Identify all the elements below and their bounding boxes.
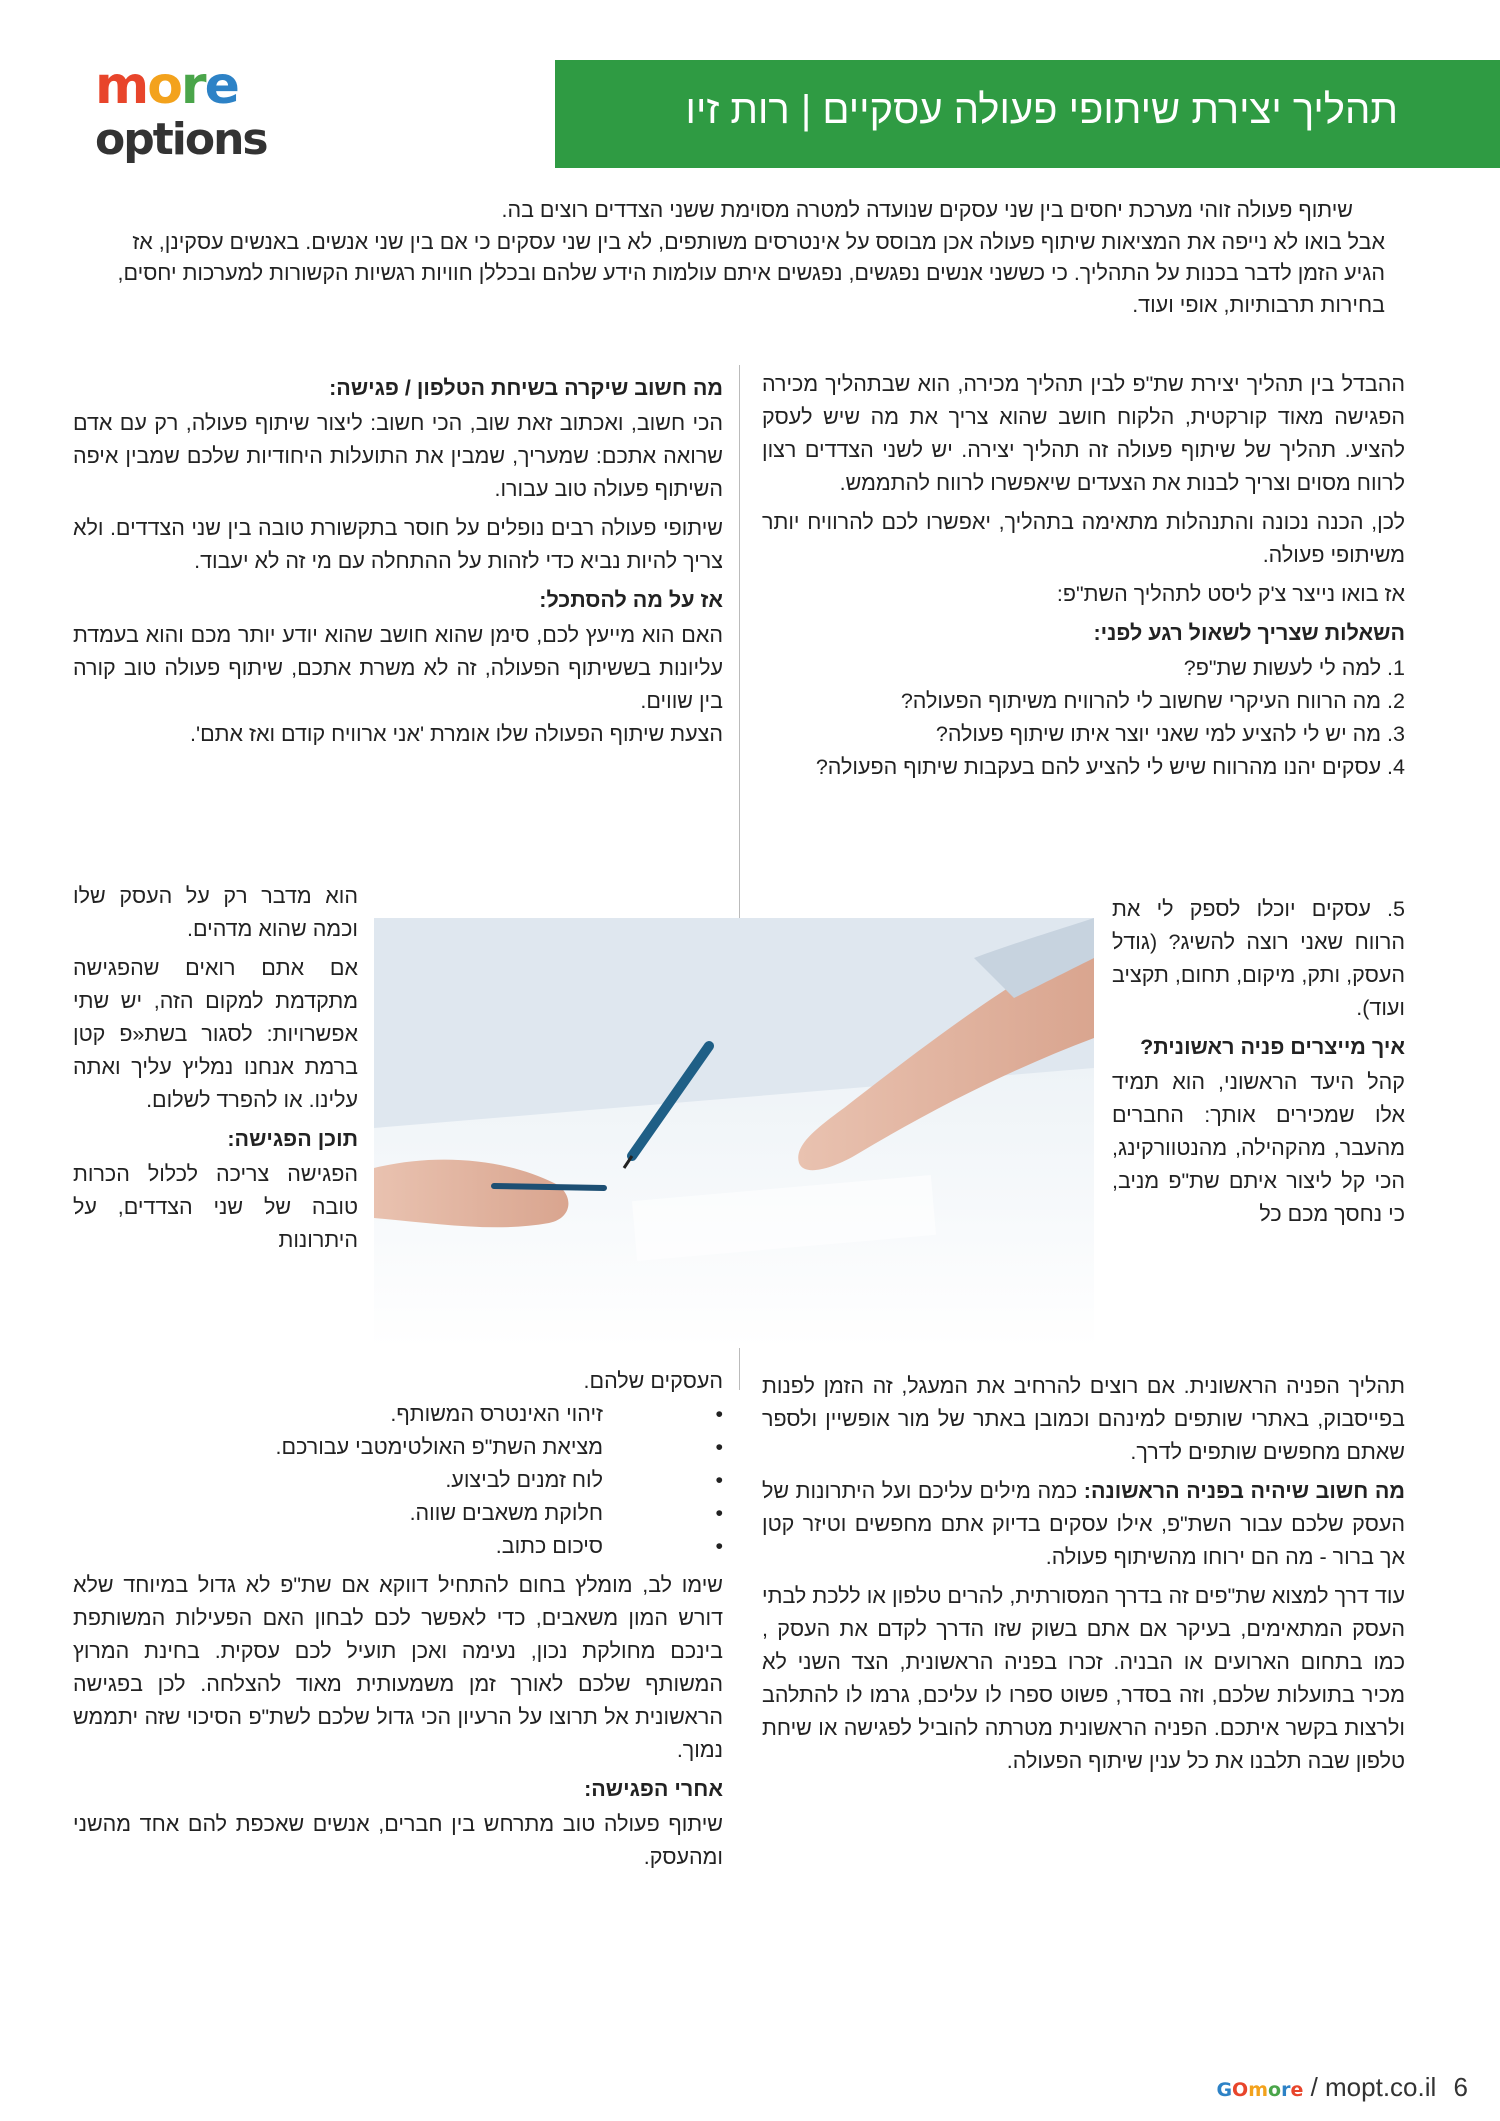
- questions-list: [762, 652, 1405, 784]
- heading-first-contact: איך מייצרים פניה ראשונית?: [1140, 1035, 1405, 1059]
- list-item: • חלוקת משאבים שווה.: [73, 1497, 603, 1530]
- article-title: תהליך יצירת שיתופי פעולה עסקיים | רות זיו: [685, 88, 1398, 132]
- right-column-lower: [762, 1370, 1405, 1784]
- logo-more-wordmark: more: [95, 56, 238, 116]
- intro-line-1: שיתוף פעולה זוהי מערכת יחסים בין שני עסקים שנועדה למטרה מסוימת ששני הצדדים רוצים בה.: [501, 198, 1353, 222]
- meeting-content-list: [73, 1398, 723, 1563]
- list-item: • לוח זמנים לביצוע.: [73, 1464, 603, 1497]
- list-item: 2. מה הרווח העיקרי שחשוב לי להרוויח משיתוף הפעולה?: [900, 689, 1405, 713]
- photo-illustration: [374, 918, 1094, 1348]
- heading-call-meeting: מה חשוב שיקרה בשיחת הטלפון / פגישה:: [329, 376, 723, 400]
- gomore-logo: GOmore: [1216, 2079, 1304, 2101]
- list-item: 4. עסקים יהנו מהרווח שיש לי להציע להם בעקבות שיתוף הפעולה?: [815, 755, 1405, 779]
- left-p6: אם אתם רואים שהפגישה מתקדמת למקום הזה, יש שתי אפשרויות: לסגור בשת«פ קטן ברמת אנחנו נמליץ עליך ואתה עלינו. או להפרד לשלום.: [73, 956, 358, 1112]
- site-url: / mopt.co.il: [1310, 2072, 1437, 2102]
- right-p6-block: [762, 1475, 1405, 1574]
- question-5: 5. עסקים יוכלו לספק לי את הרווח שאני רוצה להשיג? (גודל העסק, ותק, מיקום, תחום, תקציב ועוד).: [1112, 897, 1405, 1020]
- right-p7: עוד דרך למצוא שת"פים זה בדרך המסורתית, להרים טלפון או ללכת לבתי העסק המתאימים, בעיקר אם אתם בשוק שזו הדרך לקדם את העסק , כמו בתחום הארועים או הבניה. זכרו בפניה הראשונית, הצד השני לא מכיר בתועלות שלכם, וזה בסדר, פשוט ספרו לו עליכם, גרמו לו להתלהב ולרצות בקשר איתכם. הפניה הראשונית מטרתה להוביל לפגישה או שיחת טלפון שבה תלבנו את כל ענין שיתוף הפעולה.: [762, 1584, 1405, 1773]
- heading-after-meeting: אחרי הפגישה:: [584, 1777, 723, 1801]
- left-column: [73, 368, 723, 757]
- handshake-signing-photo: [374, 918, 1094, 1348]
- list-item: 3. מה יש לי להציע למי שאני יוצר איתו שיתוף פעולה?: [935, 722, 1405, 746]
- right-p5: תהליך הפניה הראשונית. אם רוצים להרחיב את המעגל, זה הזמן לפנות בפייסבוק, באתרי שותפים למינהם וכמובן באתר של מור אופשיין ולספר שאתם מחפשים שותפים לדרך.: [762, 1374, 1405, 1464]
- right-column-narrow: [1112, 893, 1405, 1237]
- list-item: • סיכום כתוב.: [73, 1530, 603, 1563]
- right-p3: אז בואו נייצר צ'ק ליסט לתהליך השת"פ:: [1056, 582, 1405, 606]
- right-p1: ההבדל בין תהליך יצירת שת"פ לבין תהליך מכירה, הוא שבתהליך מכירה הפגישה מאוד קורקטית, הלקוח חושב שהוא צריך את מה שיש לעסק להציע. תהליך של שיתוף פעולה זה תהליך יצירה. יש לשני הצדדים רצון לרווח מסוים וצריך לבנות את הצעדים שיאפשרו לרווח להתממש.: [762, 372, 1405, 495]
- page-footer: [1216, 2072, 1468, 2103]
- page-number: 6: [1453, 2072, 1468, 2102]
- list-item: • מציאת השת"פ האולטימטבי עבורכם.: [73, 1431, 603, 1464]
- left-column-lower: [73, 1365, 723, 1880]
- left-p7: הפגישה צריכה לכלול הכרות טובה של שני הצדדים, על היתרונות: [73, 1162, 358, 1252]
- heading-first-message: מה חשוב שיהיה בפניה הראשונה:: [1083, 1479, 1405, 1503]
- intro-paragraph: [95, 195, 1385, 321]
- intro-line-2: אבל בואו לא נייפה את המציאות שיתוף פעולה אכן מבוסס על אינטרסים משותפים, לא בין שני עסקים כי אם בין שני אנשים. באנשים עסקינן, אז הגיע הזמן לדבר בכנות על התהליך. כי כששני אנשים נפגשים, נפגשים איתם עולמות הידע שלהם ובכללן חוויות רגשיות הקשורות למערכות יחסים, בחירות תרבותיות, אופי ועוד.: [117, 229, 1385, 317]
- left-p3: האם הוא מייעץ לכם, סימן שהוא חושב שהוא יודע יותר מכם והוא בעמדת עליונות בששיתוף הפעולה, זה לא משרת אתכם, שיתוף פעולה טוב קורה בין שווים.: [73, 623, 723, 713]
- left-p5: הוא מדבר רק על העסק שלו וכמה שהוא מדהים.: [73, 884, 358, 941]
- list-item: 1. למה לי לעשות שת"פ?: [1183, 656, 1405, 680]
- title-banner: [555, 60, 1500, 168]
- left-p10: שיתוף פעולה טוב מתרחש בין חברים, אנשים שאכפת להם אחד מהשני ומהעסק.: [73, 1812, 723, 1869]
- left-p8: העסקים שלהם.: [583, 1369, 723, 1393]
- right-p4: קהל היעד הראשוני, הוא תמיד אלו שמכירים אותך: החברים מהעבר, מהקהילה, מהנטוורקינג, הכי קל ליצור איתם שת"פ מניב, כי נחסך מכם כל: [1112, 1070, 1405, 1226]
- left-p9: שימו לב, מומלץ בחום להתחיל דווקא אם שת"פ לא גדול במיוחד שלא דורש המון משאבים, כדי לאפשר לכם לבחון האם הפעילות המשותפת בינכם מחולקת נכון, נעימה ואכן תועיל לכם עסקית. בחינת המרוץ המשותף שלכם לאורך זמן משמעותית מאוד להצלחה. לכן בפגישה הראשונית אל תרוצו על הרעיון הכי גדול שלכם לשת"פ הסיכוי שזה יתממש נמוך.: [73, 1573, 723, 1762]
- right-column: [762, 368, 1405, 784]
- list-item: • זיהוי האינטרס המשותף.: [73, 1398, 603, 1431]
- left-p2: שיתופי פעולה רבים נופלים על חוסר בתקשורת טובה בין שני הצדדים. ולא צריך להיות נביא כדי לזהות על ההתחלה עם מי זה לא יעבוד.: [73, 516, 723, 573]
- more-options-logo: [95, 56, 267, 170]
- left-p4: הצעת שיתוף הפעולה שלו אומרת 'אני ארוויח קודם ואז אתם'.: [190, 722, 723, 746]
- heading-what-to-look: אז על מה להסתכל:: [539, 588, 723, 612]
- heading-meeting-content: תוכן הפגישה:: [227, 1127, 358, 1151]
- heading-questions: השאלות שצריך לשאול רגע לפני:: [1093, 621, 1405, 645]
- logo-options-wordmark: options: [95, 114, 267, 165]
- right-p6: כמה מילים עליכם ועל היתרונות של העסק שלכם עבור השת"פ, אילו עסקים בדיוק אתם מחפשים וטיזר קטן אך ברור - מה הם ירוחו מהשיתוף פעולה.: [762, 1479, 1405, 1569]
- left-column-narrow: [73, 880, 358, 1263]
- left-p1: הכי חשוב, ואכתוב זאת שוב, הכי חשוב: ליצור שיתוף פעולה, רק עם אדם שרואה אתכם: שמעריך, שמבין את התועלות היחודיות שלכם שמבין איפה השיתוף פעולה טוב עבורו.: [73, 411, 723, 501]
- right-p2: לכן, הכנה נכונה והתנהלות מתאימה בתהליך, יאפשרו לכם להרוויח יותר משיתופי פעולה.: [762, 510, 1405, 567]
